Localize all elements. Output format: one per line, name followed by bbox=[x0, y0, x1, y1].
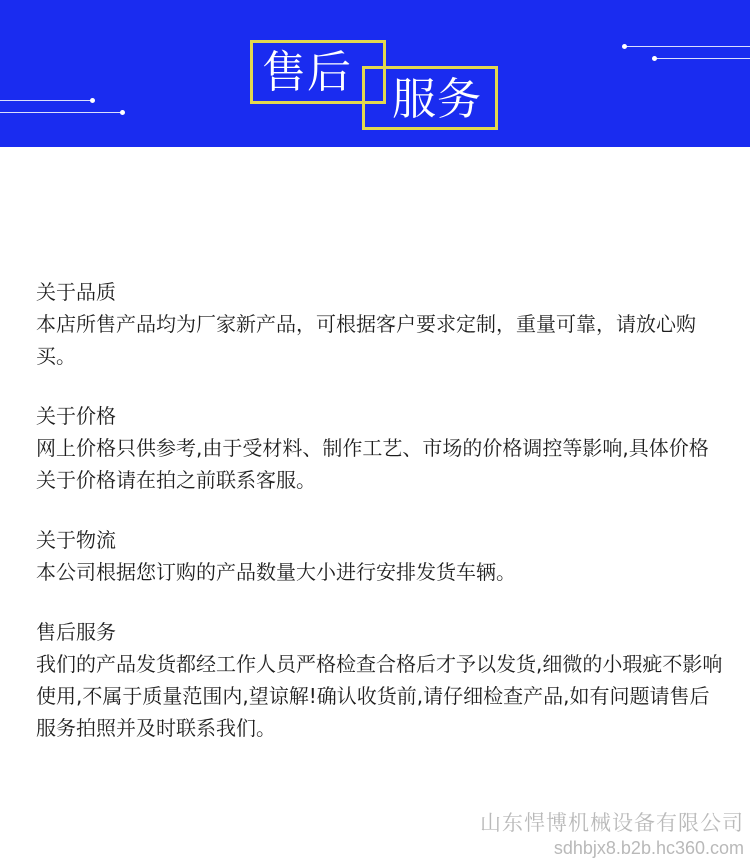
section-heading: 关于品质 bbox=[36, 280, 116, 304]
title-frame-2 bbox=[362, 66, 498, 130]
watermark-company: 山东悍博机械设备有限公司 bbox=[480, 812, 744, 835]
decor-dot bbox=[90, 98, 95, 103]
section-price bbox=[36, 400, 726, 496]
section-logistics bbox=[36, 524, 726, 588]
section-body: 本公司根据您订购的产品数量大小进行安排发货车辆。 bbox=[36, 560, 516, 584]
section-quality bbox=[36, 276, 726, 372]
section-body: 网上价格只供参考,由于受材料、制作工艺、市场的价格调控等影响,具体价格关于价格请在拍之前联系客服。 bbox=[36, 436, 709, 492]
section-body: 我们的产品发货都经工作人员严格检查合格后才予以发货,细微的小瑕疵不影响使用,不属于质量范围内,望谅解!确认收货前,请仔细检查产品,如有问题请售后服务拍照并及时联系我们。 bbox=[36, 652, 723, 740]
decor-line bbox=[654, 58, 750, 59]
watermark-url: sdhbjx8.b2b.hc360.com bbox=[553, 838, 744, 858]
section-after-sales bbox=[36, 616, 726, 744]
section-heading: 关于价格 bbox=[36, 404, 116, 428]
decor-line bbox=[0, 112, 122, 113]
section-heading: 售后服务 bbox=[36, 620, 116, 644]
decor-line bbox=[624, 46, 750, 47]
section-heading: 关于物流 bbox=[36, 528, 116, 552]
watermark bbox=[480, 811, 744, 859]
policy-content bbox=[36, 276, 726, 772]
banner-title-part1: 售后 bbox=[262, 47, 352, 98]
decor-dot bbox=[120, 110, 125, 115]
decor-line bbox=[0, 100, 92, 101]
after-sales-banner bbox=[0, 0, 750, 147]
banner-title-part2: 服务 bbox=[392, 74, 482, 125]
decor-dot bbox=[652, 56, 657, 61]
section-body: 本店所售产品均为厂家新产品，可根据客户要求定制，重量可靠，请放心购买。 bbox=[36, 312, 696, 368]
decor-dot bbox=[622, 44, 627, 49]
